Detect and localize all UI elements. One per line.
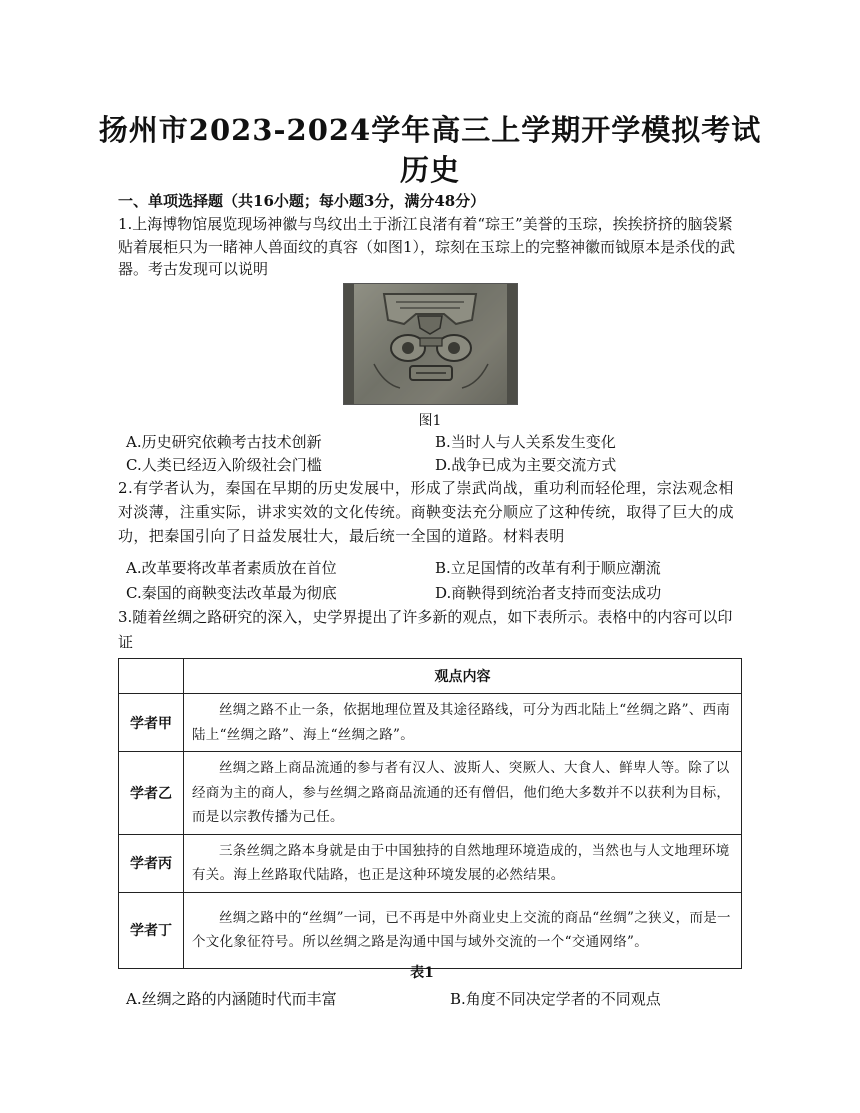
scholar-name: 学者丙 — [119, 834, 184, 892]
q1-option-d[interactable]: D.战争已成为主要交流方式 — [435, 456, 617, 474]
table-corner-cell — [119, 659, 184, 694]
scholar-view: 丝绸之路不止一条，依据地理位置及其途径路线，可分为西北陆上“丝绸之路”、西南陆上“丝绸之路”、海上“丝绸之路”。 — [184, 694, 742, 752]
table-row — [119, 752, 742, 835]
table-row — [119, 834, 742, 892]
question-2-stem: 2.有学者认为，秦国在早期的历史发展中，形成了崇武尚战，重功利而轻伦理，宗法观念相对淡薄，注重实际，讲求实效的文化传统。商鞅变法充分顺应了这种传统，取得了巨大的成功，把秦国引向了日益发展壮大，最后统一全国的道路。材料表明 — [118, 479, 735, 545]
q2-option-a[interactable]: A.改革要将改革者素质放在首位 — [126, 559, 337, 577]
table-row — [119, 892, 742, 968]
exam-title: 扬州市2023-2024学年高三上学期开学模拟考试 — [98, 113, 762, 147]
table-header-row — [119, 659, 742, 694]
q2-option-b[interactable]: B.立足国情的改革有利于顺应潮流 — [435, 559, 661, 577]
scholar-name: 学者乙 — [119, 752, 184, 835]
scholar-view: 丝绸之路中的“丝绸”一词，已不再是中外商业史上交流的商品“丝绸”之狭义，而是一个文化象征符号。所以丝绸之路是沟通中国与域外交流的一个“交通网络”。 — [184, 892, 742, 968]
q2-option-c[interactable]: C.秦国的商鞅变法改革最为彻底 — [126, 584, 337, 602]
question-1-stem: 1.上海博物馆展览现场神徽与鸟纹出土于浙江良渚有着“琮王”美誉的玉琮，挨挨挤挤的脑袋紧贴着展柜只为一睹神人兽面纹的真容（如图1），琮刻在玉琮上的完整神徽而钺原本是杀伐的武器。考古发现可以说明 — [118, 215, 736, 278]
q1-option-b[interactable]: B.当时人与人关系发生变化 — [435, 433, 616, 451]
scholar-views-table — [118, 658, 742, 969]
deity-mask-image — [344, 284, 517, 404]
scholar-name: 学者丁 — [119, 892, 184, 968]
table-header-views: 观点内容 — [184, 659, 742, 694]
scholar-view: 丝绸之路上商品流通的参与者有汉人、波斯人、突厥人、大食人、鲜卑人等。除了以经商为主的商人，参与丝绸之路商品流通的还有僧侣，他们绝大多数并不以获利为目标，而是以宗教传播为己任。 — [184, 752, 742, 835]
table-1-caption: 表1 — [410, 965, 434, 981]
q3-option-b[interactable]: B.角度不同决定学者的不同观点 — [450, 990, 661, 1008]
scholar-name: 学者甲 — [119, 694, 184, 752]
q1-option-a[interactable]: A.历史研究依赖考古技术创新 — [126, 433, 322, 451]
subject-title: 历史 — [399, 153, 460, 187]
section-heading: 一、单项选择题（共16小题；每小题3分，满分48分） — [118, 192, 486, 210]
question-3-stem: 3.随着丝绸之路研究的深入，史学界提出了许多新的观点，如下表所示。表格中的内容可以印证 — [118, 608, 733, 651]
scholar-view: 三条丝绸之路本身就是由于中国独持的自然地理环境造成的，当然也与人文地理环境有关。海上丝路取代陆路，也正是这种环境发展的必然结果。 — [184, 834, 742, 892]
jade-cong-figure — [343, 283, 518, 405]
q3-option-a[interactable]: A.丝绸之路的内涵随时代而丰富 — [126, 990, 337, 1008]
figure-1-caption: 图1 — [418, 413, 442, 429]
table-row — [119, 694, 742, 752]
q1-option-c[interactable]: C.人类已经迈入阶级社会门槛 — [126, 456, 322, 474]
q2-option-d[interactable]: D.商鞅得到统治者支持而变法成功 — [435, 584, 662, 602]
